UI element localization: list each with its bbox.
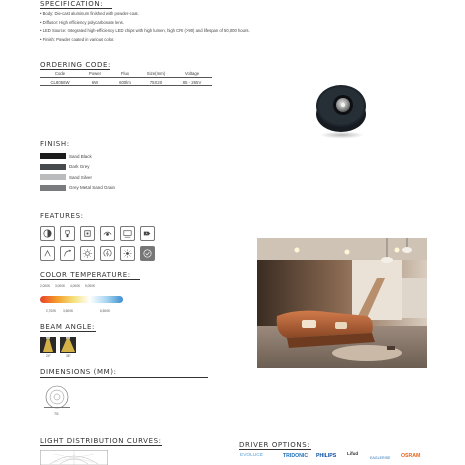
color-temp-label: 4,000K [70,284,81,288]
beam-angle-label: 24° [46,354,51,358]
spec-line-led: • LED Source: Integrated high-efficiency LED chips with high lumen, high CRI (>90) and lifespan of 50,000 hours. [40,28,250,33]
spec-line-finish: • Finish: Powder coated in various color. [40,36,115,42]
ip-rating-icon [80,226,95,241]
driver-options-title: DRIVER OPTIONS: [239,441,311,449]
dimension-line [44,407,70,408]
dimensions-title: DIMENSIONS (MM): [40,368,117,376]
ordering-cell-code: CL8056W [50,80,70,85]
features-title: FEATURES: [40,212,84,220]
light-distribution-chart [40,450,108,465]
beam-24-icon [40,337,56,353]
driver-brand-philips: PHILIPS [316,453,337,459]
finish-label: Sand Black [69,153,92,159]
finish-swatch [40,185,66,191]
light-distribution-underline [40,445,162,446]
color-temp-label: 5,000K [85,284,96,288]
ordering-header-flux: Flux [120,71,130,76]
color-temperature-title: COLOR TEMPERATURE: [40,271,131,279]
specification-title: SPECIFICATION: [40,0,104,8]
beam-36-icon [60,337,76,353]
beam-icon [100,226,115,241]
adjustable-icon [60,246,75,261]
finish-label: Sand Silver [69,174,93,180]
lifespan-icon [60,226,75,241]
finish-swatch [40,153,66,159]
angle-icon [40,246,55,261]
ordering-header-code: Code [54,71,66,76]
finish-label: Dark Grey [69,164,90,170]
color-temp-gradient-bar [40,296,123,303]
energy-class-icon [140,226,155,241]
ordering-header-voltage: Voltage [184,71,200,76]
finish-item-dark-grey [40,162,115,173]
driver-options-underline [239,449,311,450]
color-temp-label: 2,000K [40,284,51,288]
cri-icon [120,226,135,241]
ordering-cell-voltage: 85 - 265V [182,80,202,85]
specification-list [40,10,250,44]
color-temp-label: 6,500K [100,309,111,313]
color-temperature-underline [40,279,140,280]
ordering-cell-power: 6W [91,80,99,85]
dimension-diameter: 75 [54,411,59,416]
ordering-table [40,70,212,86]
beam-angle-underline [40,331,96,332]
spec-line-body: • Body: Die-cast aluminum finished with powder-coat. [40,11,139,16]
light-distribution-title: LIGHT DISTRIBUTION CURVES: [40,437,162,445]
ordering-cell-flux: 600lm [119,80,131,85]
room-photo [257,238,427,368]
ordering-title: ORDERING CODE: [40,61,111,69]
dimmable-icon [40,226,55,241]
finish-item-sand-black [40,151,115,162]
certification-icon [140,246,155,261]
spec-line-diffusor: • Diffusor: High efficiency polycarbonate lens. [40,19,124,25]
ordering-header-power: Power [88,71,102,76]
dimensions-underline [40,377,208,378]
power-factor-icon [100,246,115,261]
ordering-header-size: Size(mm) [146,71,166,76]
product-image [308,78,374,140]
beam-angle-label: 36° [66,354,71,358]
finish-item-sand-silver [40,172,115,183]
finish-swatch [40,174,66,180]
svg-text:A: A [145,231,148,236]
finish-title: FINISH: [40,140,70,148]
sunburst-icon [120,246,135,261]
finish-item-grey-metal [40,183,115,194]
color-temp-label: 2,700K [46,309,57,313]
light-icon [80,246,95,261]
driver-brand-osram: OSRAM [401,453,421,459]
driver-brand-tridonic: TRIDONIC [283,453,309,459]
ordering-cell-size: 75X20 [149,80,163,85]
finish-swatch [40,164,66,170]
finish-label: Grey Metal Sand Grain [69,185,116,191]
driver-brand-eaglerise: EAGLERISE [370,456,391,460]
finish-list [40,151,115,193]
driver-brand-evoluce: EVOLUCE [240,453,263,458]
beam-angle-title: BEAM ANGLE: [40,323,96,331]
specification-underline [40,8,112,9]
features-grid [40,226,155,261]
color-temp-label: 3,500K [63,309,74,313]
driver-brand-lifud: Lifud [347,451,359,456]
color-temp-label: 3,000K [55,284,66,288]
